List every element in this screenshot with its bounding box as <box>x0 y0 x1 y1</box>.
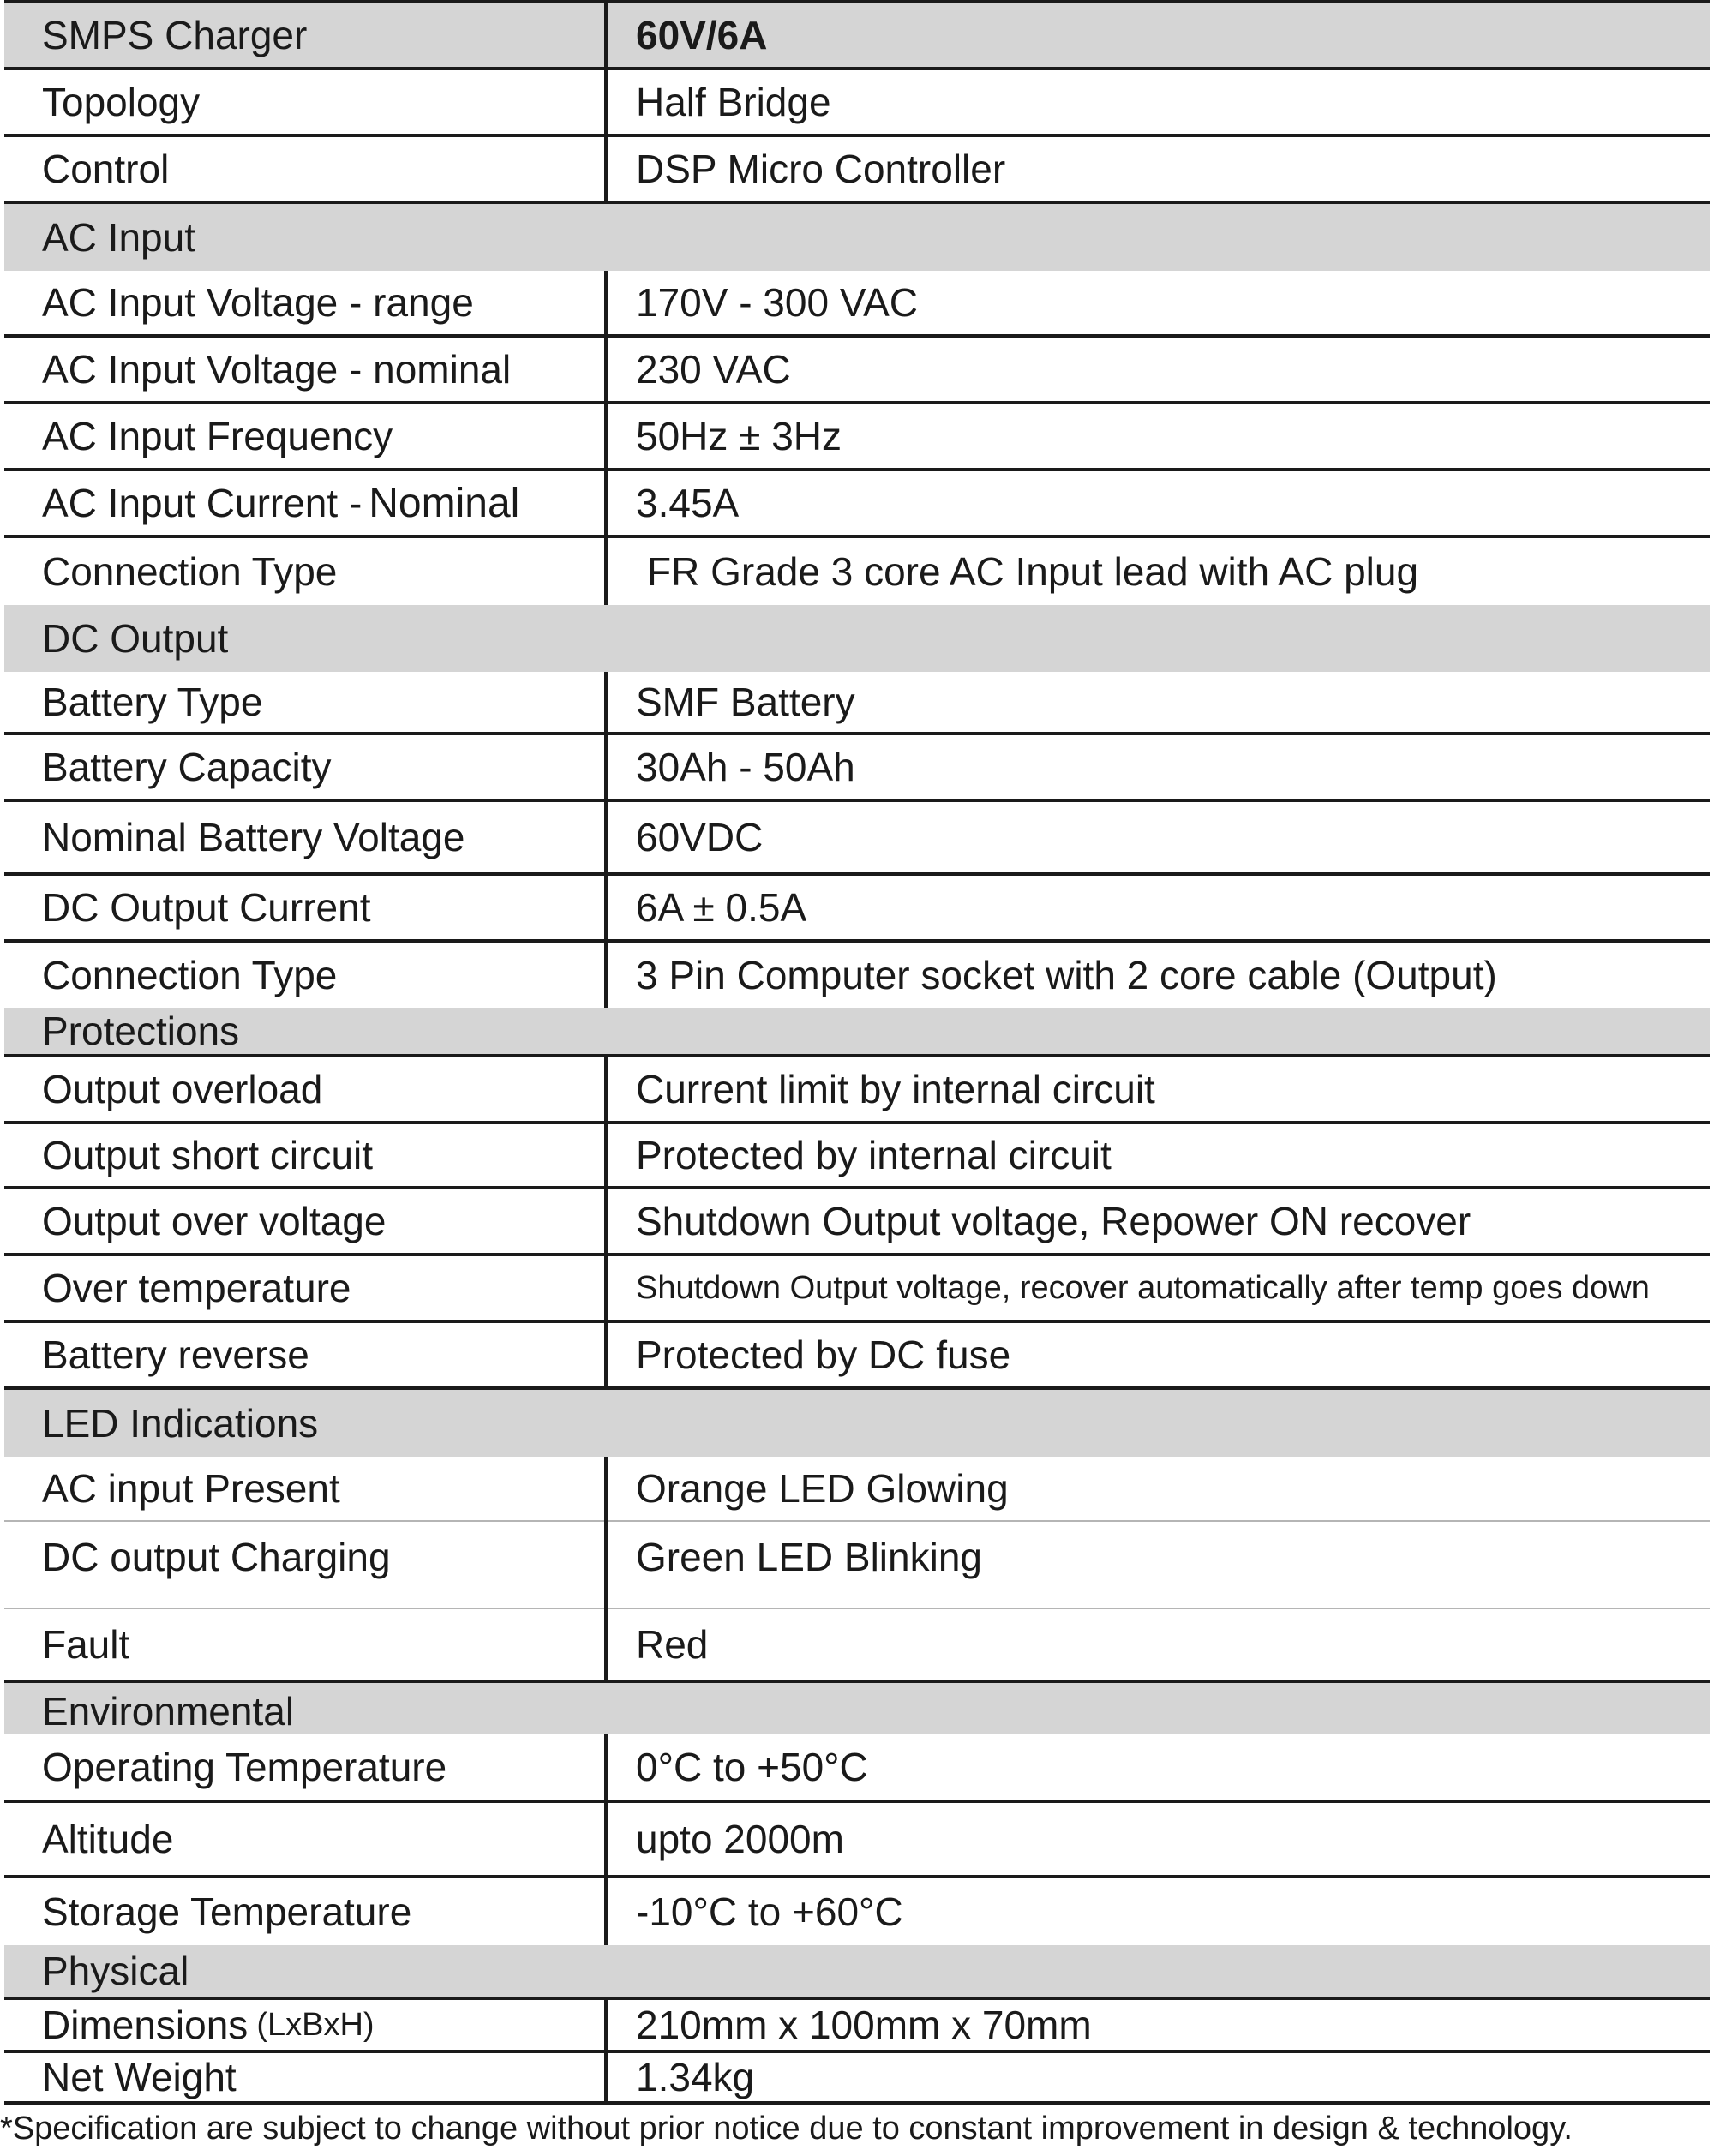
section-header-environmental <box>4 1683 1710 1734</box>
section-title: LED Indications <box>42 1401 319 1446</box>
footnote: *Specification are subject to change without prior notice due to constant improvement in design & technology. <box>0 2110 1573 2147</box>
row-label: AC Input Voltage - range <box>42 280 474 325</box>
row-label: Connection Type <box>42 953 338 997</box>
row-value: 3 Pin Computer socket with 2 core cable (Output) <box>636 953 1497 997</box>
row-label: Over temperature <box>42 1266 351 1310</box>
row-label: Battery Capacity <box>42 745 332 789</box>
table-row <box>4 70 1710 137</box>
row-value: -10°C to +60°C <box>636 1889 903 1934</box>
row-value: 230 VAC <box>636 347 791 392</box>
row-label: Battery reverse <box>42 1333 309 1377</box>
table-row <box>4 1878 1710 1945</box>
column-divider <box>604 1457 608 1522</box>
row-value: DSP Micro Controller <box>636 147 1006 191</box>
table-row <box>4 1734 1710 1803</box>
row-label: DC output Charging <box>42 1535 391 1579</box>
row-label: DC Output Current <box>42 885 371 930</box>
section-title: DC Output <box>42 616 229 661</box>
table-row <box>4 1803 1710 1878</box>
header-row <box>4 3 1710 70</box>
row-value: Orange LED Glowing <box>636 1466 1009 1511</box>
table-row <box>4 1457 1710 1522</box>
row-value: 30Ah - 50Ah <box>636 745 855 789</box>
row-value: 0°C to +50°C <box>636 1745 868 1789</box>
row-label: Altitude <box>42 1817 174 1861</box>
header-label: SMPS Charger <box>42 13 308 57</box>
table-row <box>4 404 1710 471</box>
row-label-main: Dimensions <box>42 2003 249 2047</box>
table-row <box>4 943 1710 1008</box>
row-label-suffix: (LxBxH) <box>256 2006 375 2043</box>
row-value: upto 2000m <box>636 1817 844 1861</box>
row-label: Battery Type <box>42 680 263 724</box>
table-row <box>4 1124 1710 1189</box>
table-row <box>4 1323 1710 1390</box>
row-label <box>42 471 590 535</box>
row-label: Fault <box>42 1622 130 1667</box>
row-label: Output overload <box>42 1067 323 1111</box>
row-label: AC input Present <box>42 1466 340 1511</box>
row-label: Nominal Battery Voltage <box>42 815 465 859</box>
table-row <box>4 1609 1710 1683</box>
table-row <box>4 2053 1710 2105</box>
row-value: 3.45A <box>636 481 740 525</box>
row-value: 50Hz ± 3Hz <box>636 414 842 458</box>
table-row <box>4 802 1710 876</box>
row-value: Half Bridge <box>636 80 831 124</box>
table-row <box>4 137 1710 204</box>
row-value: SMF Battery <box>636 680 855 724</box>
table-row <box>4 271 1710 338</box>
header-value: 60V/6A <box>636 13 768 57</box>
column-divider <box>604 1878 608 1945</box>
row-value: 6A ± 0.5A <box>636 885 807 930</box>
section-header-physical <box>4 1945 1710 2000</box>
row-value: Protected by internal circuit <box>636 1133 1112 1177</box>
row-label <box>42 2000 590 2050</box>
column-divider <box>604 943 608 1008</box>
row-label-main: AC Input Current - <box>42 481 363 525</box>
row-value: 210mm x 100mm x 70mm <box>636 2003 1092 2047</box>
row-value: Protected by DC fuse <box>636 1333 1011 1377</box>
table-row <box>4 1522 1710 1609</box>
row-value: Shutdown Output voltage, recover automatically after temp goes down <box>636 1269 1650 1306</box>
section-title: Protections <box>42 1009 240 1053</box>
table-row <box>4 338 1710 404</box>
table-row <box>4 471 1710 538</box>
row-label: Operating Temperature <box>42 1745 447 1789</box>
table-row <box>4 876 1710 943</box>
row-label: Topology <box>42 80 201 124</box>
row-label-suffix: Nominal <box>369 480 520 526</box>
row-value: Shutdown Output voltage, Repower ON recover <box>636 1199 1471 1243</box>
row-label: AC Input Voltage - nominal <box>42 347 512 392</box>
row-value: Red <box>636 1622 709 1667</box>
row-value: Current limit by internal circuit <box>636 1067 1155 1111</box>
table-row <box>4 1256 1710 1323</box>
table-row <box>4 1057 1710 1124</box>
section-title: AC Input <box>42 215 195 260</box>
row-value: FR Grade 3 core AC Input lead with AC plug <box>647 549 1419 594</box>
row-value: 1.34kg <box>636 2055 755 2099</box>
row-value: Green LED Blinking <box>636 1535 982 1579</box>
row-value: 60VDC <box>636 815 764 859</box>
section-header-led-indications <box>4 1390 1710 1457</box>
row-label: Control <box>42 147 170 191</box>
column-divider <box>604 1522 608 1609</box>
row-label: Storage Temperature <box>42 1889 412 1934</box>
spec-table <box>4 0 1710 2101</box>
table-row <box>4 735 1710 802</box>
row-label: Output short circuit <box>42 1133 374 1177</box>
section-header-dc-output <box>4 605 1710 672</box>
row-value: 170V - 300 VAC <box>636 280 919 325</box>
column-divider <box>604 538 608 605</box>
section-title: Environmental <box>42 1689 295 1734</box>
section-title: Physical <box>42 1949 189 1993</box>
section-header-protections <box>4 1008 1710 1057</box>
table-row <box>4 2000 1710 2053</box>
section-header-ac-input <box>4 204 1710 271</box>
row-label: Net Weight <box>42 2055 237 2099</box>
row-label: Output over voltage <box>42 1199 387 1243</box>
table-row <box>4 1189 1710 1256</box>
table-row <box>4 538 1710 605</box>
table-row <box>4 672 1710 735</box>
row-label: Connection Type <box>42 549 338 594</box>
row-label: AC Input Frequency <box>42 414 393 458</box>
